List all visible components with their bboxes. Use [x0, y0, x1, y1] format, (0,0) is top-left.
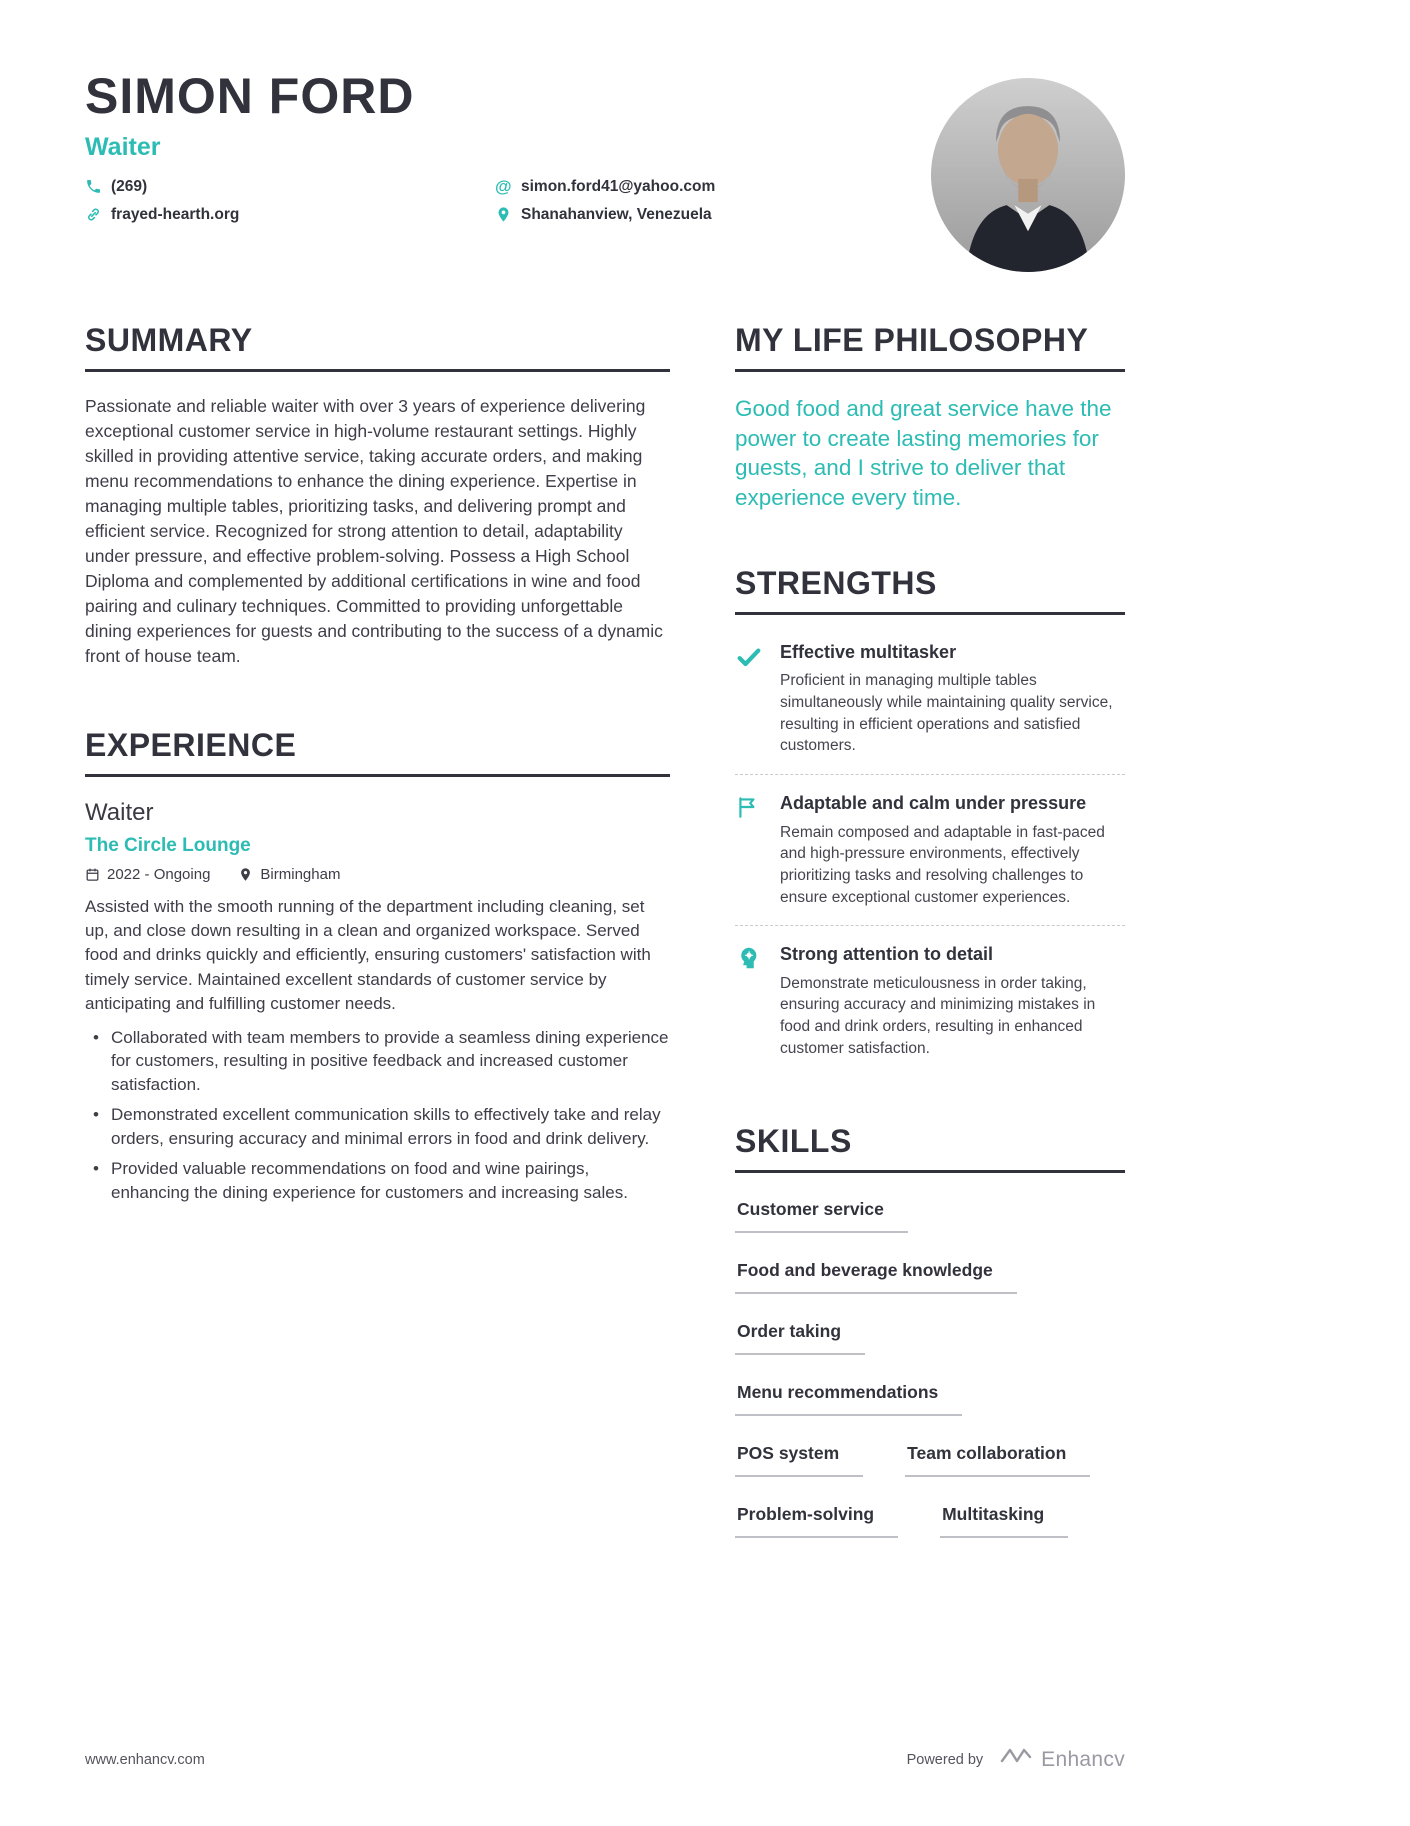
strength-text: Remain composed and adaptable in fast-paced and high-pressure environments, effectively prioritizing tasks and resolving challenges to ensure exceptional customer experiences.	[780, 823, 1105, 906]
powered-by-block	[907, 1745, 1125, 1774]
skill-tag: Order taking	[735, 1321, 865, 1355]
calendar-icon	[85, 867, 100, 882]
contact-location-value: Shanahanview, Venezuela	[521, 205, 712, 223]
contact-website-value: frayed-hearth.org	[111, 205, 240, 223]
contact-phone	[85, 178, 495, 196]
experience-bullet: • Provided valuable recommendations on food and wine pairings, enhancing the dining experience for customers and increasing sales.	[91, 1157, 670, 1204]
skill-tag: Food and beverage knowledge	[735, 1260, 1017, 1294]
location-pin-icon	[495, 206, 512, 223]
strength-item	[735, 637, 1125, 774]
experience-heading: EXPERIENCE	[85, 727, 670, 777]
strength-content	[780, 943, 1125, 1059]
skills-heading: SKILLS	[735, 1123, 1125, 1173]
skill-tag: Customer service	[735, 1199, 908, 1233]
skill-tag: Menu recommendations	[735, 1382, 962, 1416]
philosophy-section	[735, 322, 1125, 513]
strength-title: Strong attention to detail	[780, 944, 993, 965]
contact-website[interactable]	[85, 206, 495, 224]
right-column	[735, 322, 1125, 1596]
head-silhouette-icon	[735, 943, 765, 1059]
profile-photo	[931, 78, 1125, 272]
strengths-heading: STRENGTHS	[735, 565, 1125, 615]
skills-section	[735, 1123, 1125, 1538]
link-icon	[85, 206, 102, 223]
left-column	[85, 322, 670, 1596]
strength-item	[735, 774, 1125, 925]
experience-company: The Circle Lounge	[85, 835, 251, 857]
enhancv-logo-icon	[999, 1745, 1033, 1774]
page-footer	[85, 1745, 1125, 1774]
skill-tag: Multitasking	[940, 1504, 1068, 1538]
skill-tag: Team collaboration	[905, 1443, 1090, 1477]
experience-bullet: • Demonstrated excellent communication skills to effectively take and relay orders, ensuring accuracy and minimal errors in food and drink delivery.	[91, 1103, 670, 1150]
philosophy-heading: MY LIFE PHILOSOPHY	[735, 322, 1125, 372]
experience-location	[238, 866, 340, 883]
person-job-title: Waiter	[85, 132, 161, 161]
phone-icon	[85, 178, 102, 195]
contact-phone-value: (269)	[111, 177, 148, 195]
skills-list	[735, 1195, 1125, 1538]
experience-section	[85, 727, 670, 1204]
summary-text: Passionate and reliable waiter with over 3 years of experience delivering exceptional customer service in high-volume restaurant settings. Highly skilled in providing attentive service, taking accurate orders, and making menu recommendations to enhance the dining experience. Expertise in managing multiple tables, prioritizing tasks, and delivering prompt and efficient service. Recognized for strong attention to detail, adaptability under pressure, and effective problem-solving. Possess a High School Diploma and complemented by additional certifications in wine and food pairing and culinary techniques. Committed to providing unforgettable dining experiences for guests and contributing to the success of a dynamic front of house team.	[85, 396, 663, 667]
strengths-section	[735, 565, 1125, 1077]
contact-email-value: simon.ford41@yahoo.com	[521, 177, 716, 195]
contact-email[interactable]	[495, 178, 715, 196]
philosophy-text: Good food and great service have the power to create lasting memories for guests, and I strive to deliver that experience every time.	[735, 396, 1112, 511]
experience-entry	[85, 799, 670, 1204]
summary-heading: SUMMARY	[85, 322, 670, 372]
experience-meta	[85, 866, 670, 883]
experience-job-title: Waiter	[85, 799, 154, 827]
footer-website: www.enhancv.com	[85, 1751, 205, 1768]
strength-title: Effective multitasker	[780, 641, 957, 662]
map-pin-icon	[238, 867, 253, 882]
powered-by-label: Powered by	[906, 1751, 984, 1768]
enhancv-brand-name: Enhancv	[1041, 1747, 1125, 1771]
strength-content	[780, 641, 1125, 757]
header-left	[85, 70, 715, 224]
experience-location-value: Birmingham	[260, 866, 341, 884]
content-columns	[85, 322, 1125, 1596]
strength-text: Proficient in managing multiple tables simultaneously while maintaining quality service, resulting in efficient operations and satisfied customers.	[780, 672, 1113, 755]
experience-bullet: • Collaborated with team members to provide a seamless dining experience for customers, resulting in positive feedback and increased customer satisfaction.	[91, 1026, 670, 1096]
enhancv-brand	[999, 1745, 1125, 1774]
summary-section	[85, 322, 670, 669]
strength-title: Adaptable and calm under pressure	[780, 793, 1087, 813]
experience-bullet-list	[85, 1026, 670, 1204]
strength-text: Demonstrate meticulousness in order taking, ensuring accuracy and minimizing mistakes in food and drink orders, resulting in enhanced customer satisfaction.	[780, 974, 1096, 1057]
strength-content	[780, 792, 1125, 908]
profile-photo-illustration	[931, 78, 1125, 272]
header	[85, 70, 1125, 272]
email-at-icon: @	[495, 177, 512, 196]
person-name: SIMON FORD	[85, 68, 415, 124]
strengths-list	[735, 637, 1125, 1077]
skill-tag: Problem-solving	[735, 1504, 898, 1538]
experience-description: Assisted with the smooth running of the department including cleaning, set up, and close down resulting in a clean and organized workspace. Served food and drinks quickly and efficiently, ensuring customers' satisfaction with timely service. Maintained excellent standards of customer service by anticipating and fulfilling customer needs.	[85, 897, 651, 1013]
contact-location	[495, 206, 715, 224]
strength-item	[735, 925, 1125, 1076]
checkmark-icon	[735, 641, 765, 757]
flag-icon	[735, 792, 765, 908]
skill-tag: POS system	[735, 1443, 863, 1477]
experience-dates-value: 2022 - Ongoing	[107, 866, 211, 884]
experience-dates	[85, 866, 210, 883]
contact-info	[85, 178, 715, 224]
